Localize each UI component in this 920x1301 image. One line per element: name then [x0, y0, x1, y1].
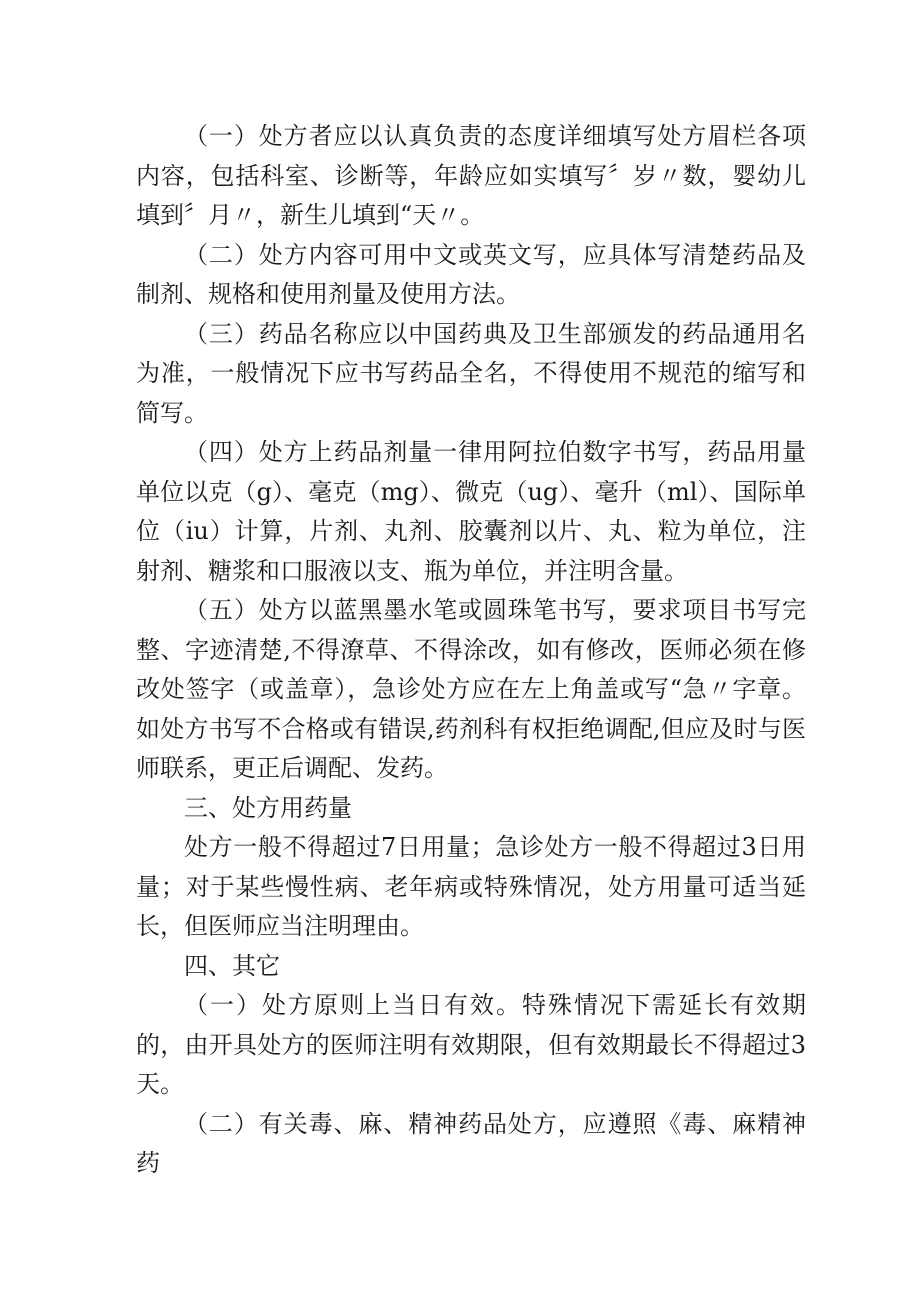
paragraph-3: （三）药品名称应以中国药典及卫生部颁发的药品通用名为准，一般情况下应书写药品全名，不得使用不规范的缩写和简写。 — [136, 319, 806, 427]
document-body — [136, 117, 806, 1184]
section-heading-other: 四、其它 — [184, 951, 280, 980]
paragraph-dosage: 处方一般不得超过7日用量；急诊处方一般不得超过3日用量；对于某些慢性病、老年病或特殊情况，处方用量可适当延长，但医师应当注明理由。 — [136, 833, 806, 940]
paragraph-5: （五）处方以蓝黑墨水笔或圆珠笔书写，要求项目书写完整、字迹清楚,不得潦草、不得涂改，如有修改，医师必须在修改处签字（或盖章），急诊处方应在左上角盖或写“急〃字章。如处方书写不合格或有错误,药剂科有权拒绝调配,但应及时与医师联系，更正后调配、发药。 — [136, 596, 806, 782]
paragraph-2: （二）处方内容可用中文或英文写，应具体写清楚药品及制剂、规格和使用剂量及使用方法。 — [136, 240, 806, 308]
paragraph-other-1: （一）处方原则上当日有效。特殊情况下需延长有效期的，由开具处方的医师注明有效期限，但有效期最长不得超过3天。 — [136, 991, 806, 1098]
paragraph-1: （一）处方者应以认真负责的态度详细填写处方眉栏各项内容，包括科室、诊断等，年龄应如实填写〞岁〃数，婴幼儿填到〞月〃，新生儿填到“天〃。 — [136, 122, 806, 229]
paragraph-other-2: （二）有关毒、麻、精神药品处方，应遵照《毒、麻精神药 — [136, 1109, 806, 1177]
section-heading-dosage: 三、处方用药量 — [184, 793, 352, 822]
paragraph-4: （四）处方上药品剂量一律用阿拉伯数字书写，药品用量单位以克（g）、毫克（mg）、微克（ug）、毫升（ml）、国际单位（iu）计算，片剂、丸剂、胶囊剂以片、丸、粒为单位，注射剂、糖浆和口服液以支、瓶为单位，并注明含量。 — [136, 438, 806, 585]
